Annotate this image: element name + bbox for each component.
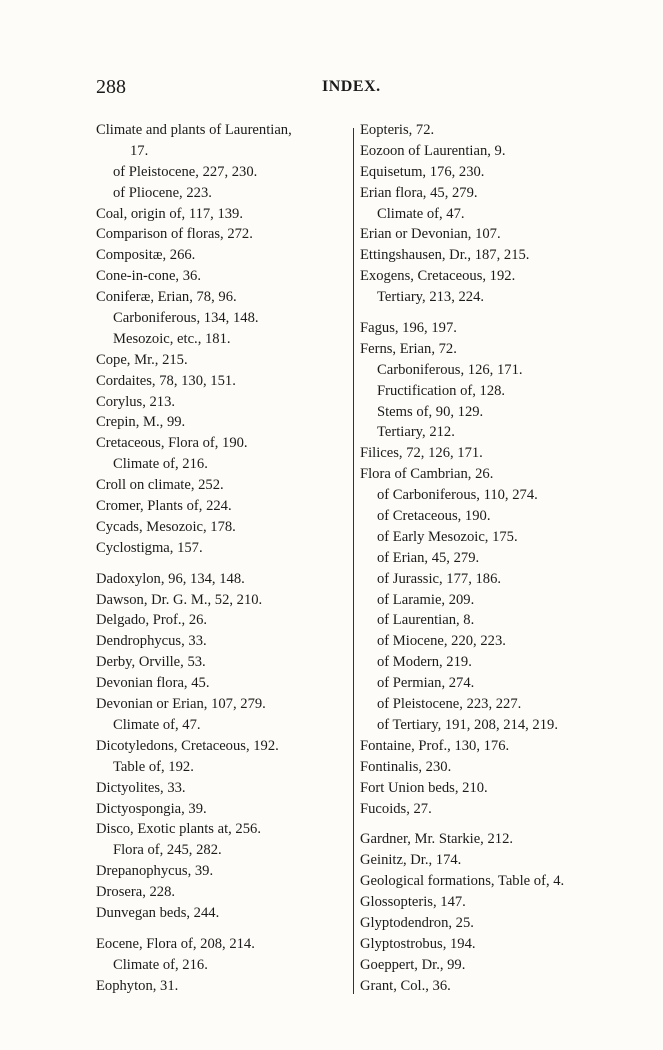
index-entry: Disco, Exotic plants at, 256.	[96, 821, 261, 838]
index-entry: Grant, Col., 36.	[360, 977, 451, 994]
index-entry: Fontinalis, 230.	[360, 758, 452, 775]
index-entry: Eozoon of Laurentian, 9.	[360, 142, 506, 159]
section-gap	[360, 819, 622, 829]
index-entry: Fort Union beds, 210.	[360, 779, 488, 796]
index-entry: Gardner, Mr. Starkie, 212.	[360, 831, 514, 848]
index-entry: Glyptodendron, 25.	[360, 914, 474, 931]
index-subentry: of Laurentian, 8.	[377, 612, 475, 629]
index-subentry: Carboniferous, 126, 171.	[377, 361, 523, 378]
index-subentry: Flora of, 245, 282.	[113, 842, 222, 859]
index-subentry: of Laramie, 209.	[377, 591, 475, 608]
index-entry: Eocene, Flora of, 208, 214.	[96, 935, 255, 952]
index-entry: Glyptostrobus, 194.	[360, 935, 476, 952]
index-entry: Devonian flora, 45.	[96, 675, 210, 692]
index-entry: Derby, Orville, 53.	[96, 654, 206, 671]
index-entry: Dicotyledons, Cretaceous, 192.	[96, 737, 279, 754]
index-column-left	[96, 120, 351, 997]
index-entry: Dictyolites, 33.	[96, 779, 186, 796]
index-subentry: of Miocene, 220, 223.	[377, 633, 506, 650]
index-entry: Drosera, 228.	[96, 884, 176, 901]
index-subentry: Climate of, 216.	[113, 456, 208, 473]
index-entry: Dendrophycus, 33.	[96, 633, 207, 650]
index-entry: Ettingshausen, Dr., 187, 215.	[360, 247, 530, 264]
index-entry: Filices, 72, 126, 171.	[360, 445, 483, 462]
index-subentry: Tertiary, 213, 224.	[377, 289, 485, 306]
index-subentry: Climate of, 47.	[377, 205, 465, 222]
index-subentry: Fructification of, 128.	[377, 382, 506, 399]
index-subentry: of Carboniferous, 110, 274.	[377, 487, 538, 504]
index-subentry: 17.	[130, 142, 149, 159]
index-entry: Dawson, Dr. G. M., 52, 210.	[96, 591, 263, 608]
index-entry: Glossopteris, 147.	[360, 894, 466, 911]
index-entry: Flora of Cambrian, 26.	[360, 466, 494, 483]
index-entry: Eophyton, 31.	[96, 977, 179, 994]
index-subentry: Carboniferous, 134, 148.	[113, 310, 259, 327]
index-subentry: Climate of, 47.	[113, 716, 201, 733]
index-subentry: of Modern, 219.	[377, 654, 472, 671]
index-entry: Cycads, Mesozoic, 178.	[96, 518, 236, 535]
page-number: 288	[96, 76, 126, 98]
index-entry: Geinitz, Dr., 174.	[360, 852, 462, 869]
index-entry: Coal, origin of, 117, 139.	[96, 205, 244, 222]
column-divider	[353, 128, 354, 994]
page-header	[96, 76, 596, 102]
index-subentry: of Pleistocene, 227, 230.	[113, 163, 258, 180]
section-gap	[96, 924, 351, 934]
index-entry: Corylus, 213.	[96, 393, 176, 410]
index-subentry: Mesozoic, etc., 181.	[113, 330, 231, 347]
index-entry: Cope, Mr., 215.	[96, 351, 188, 368]
index-entry: Dunvegan beds, 244.	[96, 904, 220, 921]
index-subentry: of Pliocene, 223.	[113, 184, 212, 201]
index-subentry: of Early Mesozoic, 175.	[377, 528, 518, 545]
index-entry: Delgado, Prof., 26.	[96, 612, 208, 629]
running-head: INDEX.	[322, 78, 381, 95]
index-entry: Coniferæ, Erian, 78, 96.	[96, 289, 237, 306]
index-subentry: Climate of, 216.	[113, 956, 208, 973]
section-gap	[360, 308, 622, 318]
index-subentry: of Pleistocene, 223, 227.	[377, 696, 522, 713]
index-entry: Cyclostigma, 157.	[96, 539, 203, 556]
index-subentry: Tertiary, 212.	[377, 424, 455, 441]
index-subentry: of Erian, 45, 279.	[377, 549, 480, 566]
index-entry: Climate and plants of Laurentian,	[96, 122, 292, 138]
index-entry: Fucoids, 27.	[360, 800, 432, 817]
index-entry: Erian flora, 45, 279.	[360, 184, 478, 201]
index-entry: Dictyospongia, 39.	[96, 800, 207, 817]
index-entry: Cone-in-cone, 36.	[96, 268, 201, 285]
index-entry: Cromer, Plants of, 224.	[96, 498, 232, 515]
index-entry: Dadoxylon, 96, 134, 148.	[96, 570, 245, 587]
index-subentry: Table of, 192.	[113, 758, 194, 775]
index-entry: Crepin, M., 99.	[96, 414, 186, 431]
index-entry: Cordaites, 78, 130, 151.	[96, 372, 236, 389]
index-entry: Drepanophycus, 39.	[96, 863, 214, 880]
index-subentry: Stems of, 90, 129.	[377, 403, 484, 420]
index-entry: Geological formations, Table of, 4.	[360, 873, 565, 890]
index-subentry: of Cretaceous, 190.	[377, 508, 491, 525]
index-entry: Comparison of floras, 272.	[96, 226, 253, 243]
index-entry: Goeppert, Dr., 99.	[360, 956, 466, 973]
index-entry: Devonian or Erian, 107, 279.	[96, 696, 266, 713]
index-entry: Ferns, Erian, 72.	[360, 340, 457, 357]
index-subentry: of Permian, 274.	[377, 675, 475, 692]
index-entry: Exogens, Cretaceous, 192.	[360, 268, 516, 285]
index-entry: Eopteris, 72.	[360, 122, 435, 138]
index-column-right	[360, 120, 622, 997]
index-entry: Cretaceous, Flora of, 190.	[96, 435, 248, 452]
index-entry: Fagus, 196, 197.	[360, 320, 457, 337]
section-gap	[96, 559, 351, 569]
index-subentry: of Tertiary, 191, 208, 214, 219.	[377, 716, 558, 733]
index-entry: Croll on climate, 252.	[96, 477, 224, 494]
index-entry: Compositæ, 266.	[96, 247, 196, 264]
index-entry: Fontaine, Prof., 130, 176.	[360, 737, 510, 754]
index-entry: Erian or Devonian, 107.	[360, 226, 501, 243]
index-entry: Equisetum, 176, 230.	[360, 163, 485, 180]
index-subentry: of Jurassic, 177, 186.	[377, 570, 502, 587]
